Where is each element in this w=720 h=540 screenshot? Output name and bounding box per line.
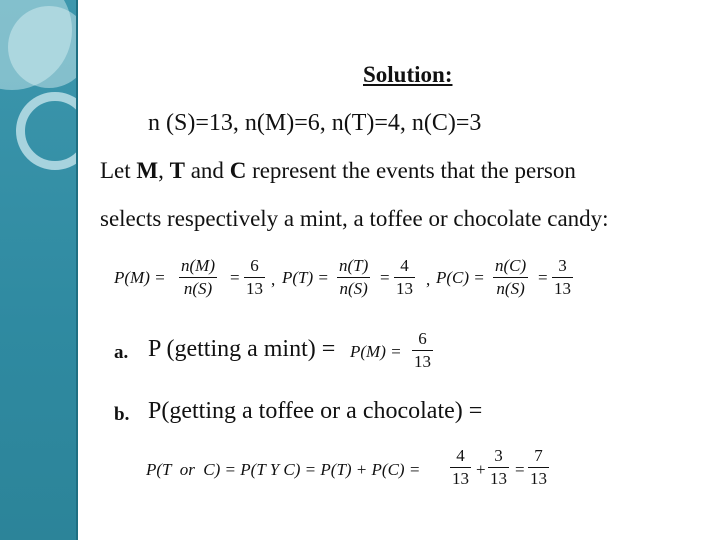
fraction-denominator: 13: [490, 469, 507, 488]
fraction-denominator: 13: [246, 279, 263, 298]
fraction-numerator: 6: [418, 329, 427, 348]
part-b-text: P(getting a toffee or a chocolate) =: [148, 398, 483, 424]
pm-fraction: [179, 256, 217, 299]
intro-line-2: selects respectively a mint, a toffee or chocolate candy:: [100, 206, 609, 231]
fraction-denominator: 13: [554, 279, 571, 298]
event-m: M: [136, 158, 159, 183]
plus-sign: +: [476, 460, 486, 479]
fraction-denominator: 13: [396, 279, 413, 298]
fraction-bar: [528, 467, 549, 468]
pt-fraction: [337, 256, 370, 299]
fraction-numerator: 7: [534, 446, 543, 465]
pt-lhs: P(T) =: [282, 268, 329, 287]
intro-text: ,: [158, 158, 170, 183]
fraction-numerator: n(C): [495, 256, 527, 275]
intro-text: Let: [100, 158, 137, 183]
equals-sign: =: [538, 268, 548, 287]
intro-line-1: [100, 158, 576, 184]
part-b-label: b.: [114, 404, 130, 425]
fraction-numerator: 6: [250, 256, 259, 275]
fraction-numerator: 4: [456, 446, 465, 465]
part-a-text: P (getting a mint) =: [148, 336, 336, 362]
equals-sign: =: [380, 268, 390, 287]
fraction-numerator: 4: [400, 256, 409, 275]
fraction-numerator: n(M): [181, 256, 215, 275]
fraction-bar: [244, 277, 265, 278]
pm-lhs: P(M) =: [114, 268, 166, 287]
fraction-bar: [493, 277, 528, 278]
pm-value: [244, 256, 265, 299]
equals-sign: =: [515, 460, 525, 479]
sidebar-edge: [76, 0, 78, 540]
part-a-fraction: [412, 329, 433, 372]
fraction-denominator: 13: [414, 352, 431, 371]
pc-value: [552, 256, 573, 299]
fraction-bar: [412, 350, 433, 351]
fraction-denominator: 13: [452, 469, 469, 488]
pc-lhs: P(C) =: [436, 268, 485, 287]
pt-value: [394, 256, 415, 299]
counts-line: n (S)=13, n(M)=6, n(T)=4, n(C)=3: [148, 110, 482, 136]
part-b-expr: P(T or C) = P(T Y C) = P(T) + P(C) =: [146, 460, 421, 479]
separator: ,: [271, 270, 276, 289]
fraction-numerator: n(T): [339, 256, 369, 275]
separator: ,: [426, 270, 431, 289]
fraction-bar: [488, 467, 509, 468]
pc-fraction: [493, 256, 528, 299]
fraction-numerator: 3: [558, 256, 567, 275]
decorative-sidebar: [0, 0, 78, 540]
fraction-denominator: 13: [530, 469, 547, 488]
fraction-denominator: n(S): [496, 279, 525, 298]
fraction-bar: [450, 467, 471, 468]
intro-text: and: [184, 158, 230, 183]
decorative-ring: [16, 92, 78, 170]
fraction-denominator: n(S): [339, 279, 368, 298]
intro-text: represent the events that the person: [246, 158, 576, 183]
fraction-bar: [337, 277, 370, 278]
fraction-bar: [394, 277, 415, 278]
fraction-bar: [179, 277, 217, 278]
equals-sign: =: [230, 268, 240, 287]
slide-title: Solution:: [363, 62, 453, 87]
event-t: T: [169, 158, 185, 183]
part-b-fraction-1: [450, 446, 471, 489]
fraction-denominator: n(S): [183, 279, 213, 298]
part-a-expr: P(M) =: [350, 342, 402, 361]
fraction-bar: [552, 277, 573, 278]
fraction-numerator: 3: [494, 446, 503, 465]
event-c: C: [229, 158, 247, 183]
part-b-fraction-3: [528, 446, 549, 489]
part-b-fraction-2: [488, 446, 509, 489]
part-a-label: a.: [114, 342, 129, 363]
